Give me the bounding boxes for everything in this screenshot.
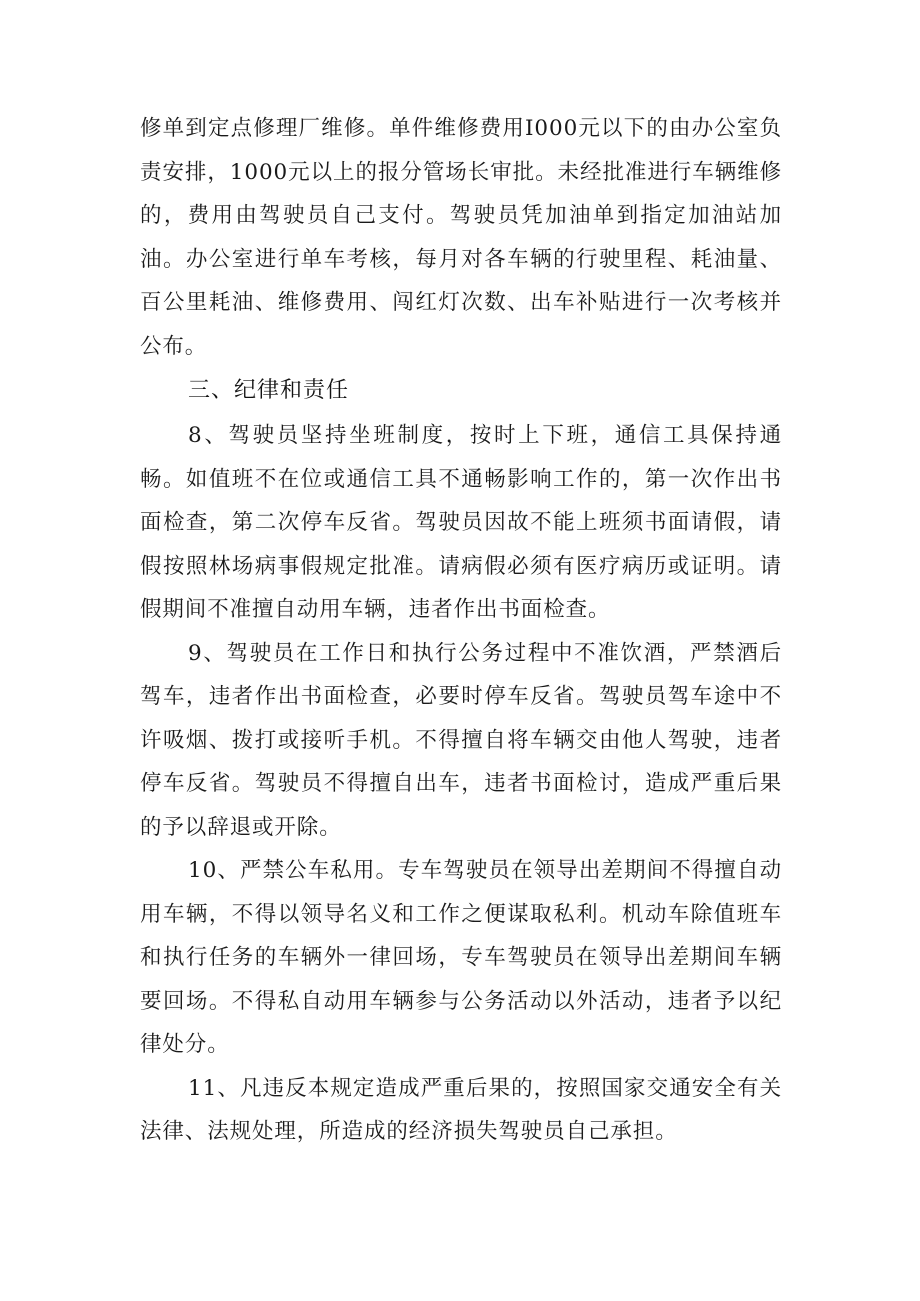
rule-paragraph-9: 9、驾驶员在工作日和执行公务过程中不准饮酒，严禁酒后驾车，违者作出书面检查，必要时停车反省。驾驶员驾车途中不许吸烟、拨打或接听手机。不得擅自将车辆交由他人驾驶，违者停车反省。驾驶员不得擅自出车，违者书面检讨，造成严重后果的予以辞退或开除。 <box>140 640 782 840</box>
paragraph-maintenance: 修单到定点修理厂维修。单件维修费用I000元以下的由办公室负责安排，1000元以上的报分管场长审批。未经批准进行车辆维修的，费用由驾驶员自己支付。驾驶员凭加油单到指定加油站加油。办公室进行单车考核，每月对各车辆的行驶里程、耗油量、百公里耗油、维修费用、闯红灯次数、出车补贴进行一次考核并公布。 <box>140 116 782 359</box>
rule-paragraph-11: 11、凡违反本规定造成严重后果的，按照国家交通安全有关法律、法规处理，所造成的经济损失驾驶员自己承担。 <box>140 1075 782 1144</box>
rule-paragraph-10: 10、严禁公车私用。专车驾驶员在领导出差期间不得擅自动用车辆，不得以领导名义和工作之便谋取私利。机动车除值班车和执行任务的车辆外一律回场，专车驾驶员在领导出差期间车辆要回场。不得私自动用车辆参与公务活动以外活动，违者予以纪律处分。 <box>140 858 782 1057</box>
document-body <box>140 107 782 1154</box>
section-heading: 三、纪律和责任 <box>188 378 350 403</box>
rule-paragraph-8: 8、驾驶员坚持坐班制度，按时上下班，通信工具保持通畅。如值班不在位或通信工具不通畅影响工作的，第一次作出书面检查，第二次停车反省。驾驶员因故不能上班须书面请假，请假按照林场病事假规定批准。请病假必须有医疗病历或证明。请假期间不准擅自动用车辆，违者作出书面检查。 <box>140 423 782 622</box>
